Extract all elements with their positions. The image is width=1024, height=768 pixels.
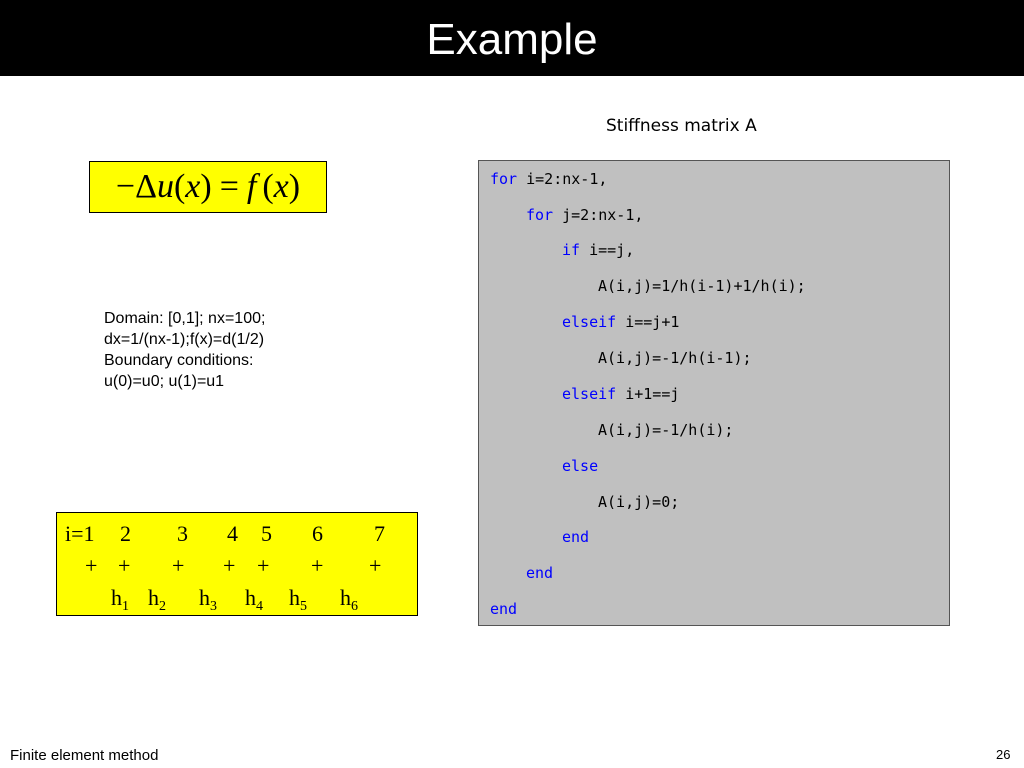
grid-node-marker: + bbox=[369, 553, 382, 578]
equation-box bbox=[89, 161, 327, 213]
code-text: A(i,j)=-1/h(i); bbox=[598, 421, 734, 439]
code-line-2 bbox=[526, 205, 643, 225]
grid-spacing bbox=[245, 585, 263, 614]
grid-spacing bbox=[148, 585, 166, 614]
eq-rparen-1: ) bbox=[200, 168, 212, 205]
code-line-10 bbox=[598, 492, 679, 512]
stiffness-matrix-label: Stiffness matrix A bbox=[606, 116, 757, 136]
grid-index: 7 bbox=[374, 521, 385, 546]
grid-index: 4 bbox=[227, 521, 238, 546]
code-text: i+1==j bbox=[616, 385, 680, 403]
eq-f: f bbox=[246, 168, 257, 205]
code-keyword: for bbox=[526, 206, 554, 224]
grid-spacing-letter: h bbox=[148, 585, 159, 610]
code-line-8 bbox=[598, 420, 733, 440]
code-keyword: end bbox=[526, 564, 554, 582]
grid-node-marker: + bbox=[118, 553, 131, 578]
eq-delta: Δ bbox=[135, 168, 157, 205]
mesh-grid-box bbox=[56, 512, 418, 616]
dx-line: dx=1/(nx-1);f(x)=d(1/2) bbox=[104, 331, 265, 348]
grid-node-marker: + bbox=[85, 553, 98, 578]
grid-spacing-letter: h bbox=[111, 585, 122, 610]
code-text: i==j+1 bbox=[616, 313, 680, 331]
grid-spacing bbox=[199, 585, 217, 614]
code-block bbox=[478, 160, 950, 626]
code-line-4 bbox=[598, 276, 806, 296]
slide-title: Example bbox=[426, 15, 598, 64]
code-text: A(i,j)=0; bbox=[598, 493, 680, 511]
grid-spacing-sub: 3 bbox=[210, 599, 217, 614]
code-keyword: end bbox=[490, 600, 518, 618]
eq-lparen-1: ( bbox=[173, 168, 186, 205]
code-line-11 bbox=[562, 527, 589, 547]
code-text: A(i,j)=-1/h(i-1); bbox=[598, 349, 752, 367]
grid-spacing-letter: h bbox=[289, 585, 300, 610]
boundary-values: u(0)=u0; u(1)=u1 bbox=[104, 373, 225, 390]
code-line-13 bbox=[490, 599, 517, 619]
eq-x-1: x bbox=[185, 168, 201, 205]
code-text: i=2:nx-1, bbox=[517, 170, 608, 188]
grid-node-marker: + bbox=[311, 553, 324, 578]
grid-spacing bbox=[111, 585, 129, 614]
grid-spacing bbox=[289, 585, 307, 614]
footer-title: Finite element method bbox=[10, 747, 159, 764]
code-keyword: elseif bbox=[562, 313, 617, 331]
eq-lparen-2: ( bbox=[262, 168, 274, 205]
grid-spacing-sub: 1 bbox=[122, 599, 129, 614]
boundary-heading: Boundary conditions: bbox=[104, 352, 254, 369]
code-line-7 bbox=[562, 384, 679, 404]
domain-line: Domain: [0,1]; nx=100; bbox=[104, 310, 266, 327]
grid-index: i=1 bbox=[65, 521, 95, 546]
eq-equals: = bbox=[219, 168, 239, 205]
eq-x-2: x bbox=[273, 168, 289, 205]
grid-spacing-sub: 4 bbox=[256, 599, 263, 614]
grid-spacing-letter: h bbox=[199, 585, 210, 610]
code-text: i==j, bbox=[580, 241, 635, 259]
domain-description bbox=[104, 308, 265, 392]
code-keyword: for bbox=[490, 170, 518, 188]
code-line-1 bbox=[490, 169, 607, 189]
grid-index: 6 bbox=[312, 521, 323, 546]
grid-spacing-letter: h bbox=[340, 585, 351, 610]
code-keyword: elseif bbox=[562, 385, 617, 403]
grid-node-marker: + bbox=[172, 553, 185, 578]
grid-spacing-sub: 2 bbox=[159, 599, 166, 614]
grid-index: 2 bbox=[120, 521, 131, 546]
grid-spacing-letter: h bbox=[245, 585, 256, 610]
grid-spacing bbox=[340, 585, 358, 614]
eq-u: u bbox=[156, 168, 174, 205]
code-keyword: else bbox=[562, 457, 599, 475]
grid-index: 3 bbox=[177, 521, 188, 546]
code-text: j=2:nx-1, bbox=[553, 206, 644, 224]
grid-spacing-sub: 6 bbox=[351, 599, 358, 614]
code-keyword: end bbox=[562, 528, 590, 546]
grid-spacing-sub: 5 bbox=[300, 599, 307, 614]
page-number: 26 bbox=[996, 747, 1011, 762]
grid-node-marker: + bbox=[257, 553, 270, 578]
eq-rparen-2: ) bbox=[288, 168, 301, 205]
eq-minus: − bbox=[115, 168, 136, 205]
code-keyword: if bbox=[562, 241, 581, 259]
code-line-6 bbox=[598, 348, 752, 368]
code-line-5 bbox=[562, 312, 679, 332]
grid-node-marker: + bbox=[223, 553, 236, 578]
code-line-9 bbox=[562, 456, 598, 476]
code-line-12 bbox=[526, 563, 553, 583]
grid-index: 5 bbox=[261, 521, 272, 546]
code-text: A(i,j)=1/h(i-1)+1/h(i); bbox=[598, 277, 806, 295]
code-line-3 bbox=[562, 240, 634, 260]
